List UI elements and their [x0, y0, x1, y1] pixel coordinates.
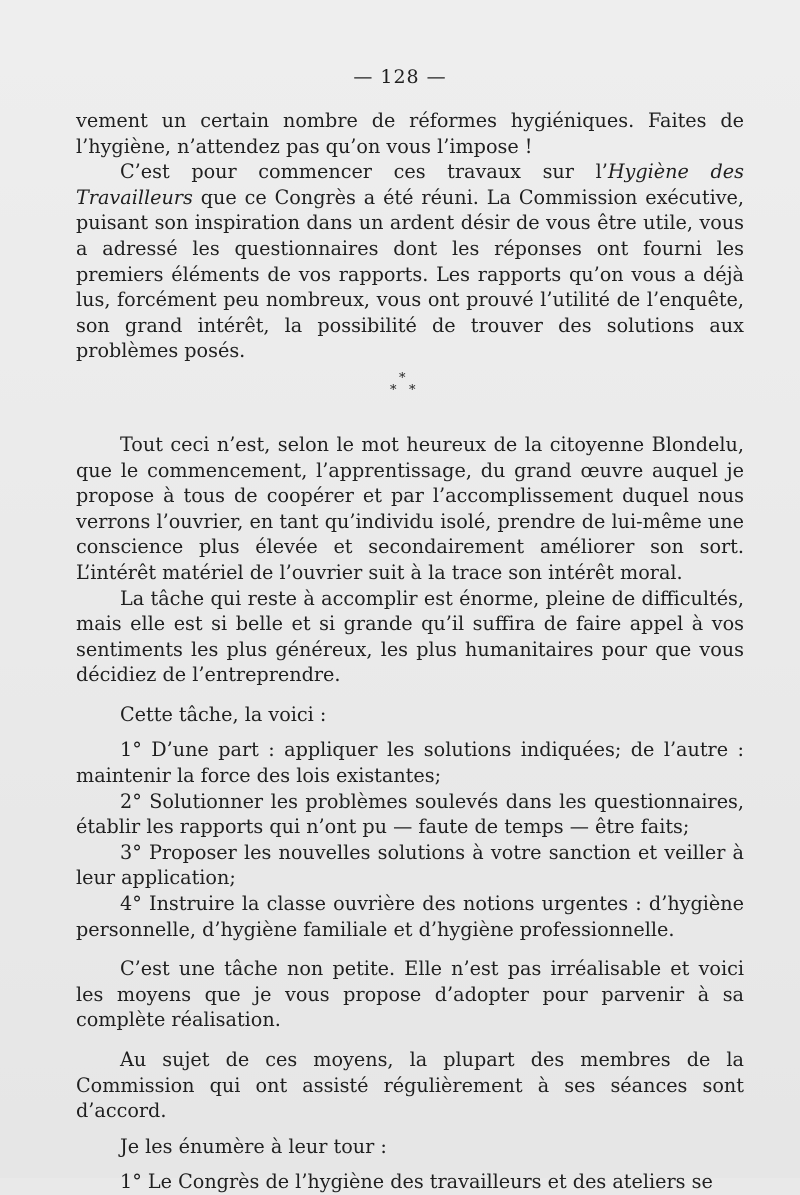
- paragraph-agreement: Au sujet de ces moyens, la plupart des membres de la Commission qui ont assisté régulièrement à ses séances sont d’accord.: [76, 1048, 744, 1123]
- paragraph-first-means: 1° Le Congrès de l’hygiène des travailleurs et des ateliers se: [120, 1170, 713, 1194]
- page-body: [76, 108, 744, 1195]
- page-number: — 128 —: [353, 66, 447, 88]
- italic-title: Hygiène des Travailleurs: [76, 160, 744, 209]
- paragraph-enumeration: Je les énumère à leur tour :: [120, 1134, 387, 1158]
- paragraph-task: La tâche qui reste à accomplir est énorme, pleine de difficultés, mais elle est si belle et si grande qu’il suffira de faire appel à vos sentiments les plus généreux, les plus humanitaires pour que vous décidiez de l’entreprendre.: [76, 586, 744, 687]
- paragraph-means: C’est une tâche non petite. Elle n’est pas irréalisable et voici les moyens que je vous propose d’adopter pour parvenir à sa complète réalisation.: [76, 957, 744, 1032]
- asterisk: *: [399, 370, 406, 386]
- asterisk: *: [390, 382, 397, 398]
- section-separator: [76, 364, 744, 432]
- list-item: 1° D’une part : appliquer les solutions indiquées; de l’autre : maintenir la force des lois existantes;: [76, 738, 744, 788]
- paragraph-intro-list: Cette tâche, la voici :: [120, 702, 327, 726]
- list-item: 3° Proposer les nouvelles solutions à votre sanction et veiller à leur application;: [76, 840, 744, 890]
- paragraph-congress-purpose: [76, 159, 744, 364]
- paragraph-text: que ce Congrès a été réuni. La Commission exécutive, puisant son inspiration dans un ardent désir de vous être utile, vous a adressé les questionnaires dont les réponses ont fourni les premiers éléments de vos rapports. Les rapports qu’on vous a déjà lus, forcément peu nombreux, vous ont prouvé l’utilité de l’enquête, son grand intérêt, la possibilité de trouver des solutions aux problèmes posés.: [76, 185, 744, 363]
- paragraph-continuation: vement un certain nombre de réformes hygiéniques. Faites de l’hygiène, n’attendez pas qu’on vous l’impose !: [76, 109, 744, 158]
- paragraph-beginning: Tout ceci n’est, selon le mot heureux de la citoyenne Blondelu, que le commencement, l’apprentissage, du grand œuvre auquel je propose à tous de coopérer et par l’accomplissement duquel nous verrons l’ouvrier, en tant qu’individu isolé, prendre de lui-même une conscience plus élevée et secondairement améliorer son sort. L’intérêt matériel de l’ouvrier suit à la trace son intérêt moral.: [76, 432, 744, 584]
- list-item: 2° Solutionner les problèmes soulevés dans les questionnaires, établir les rapports qui n’ont pu — faute de temps — être faits;: [76, 789, 744, 839]
- paragraph-text: C’est pour commencer ces travaux sur l’: [120, 160, 608, 184]
- asterisk: *: [409, 382, 416, 398]
- list-item: 4° Instruire la classe ouvrière des notions urgentes : d’hygiène personnelle, d’hygiène familiale et d’hygiène professionnelle.: [76, 892, 744, 941]
